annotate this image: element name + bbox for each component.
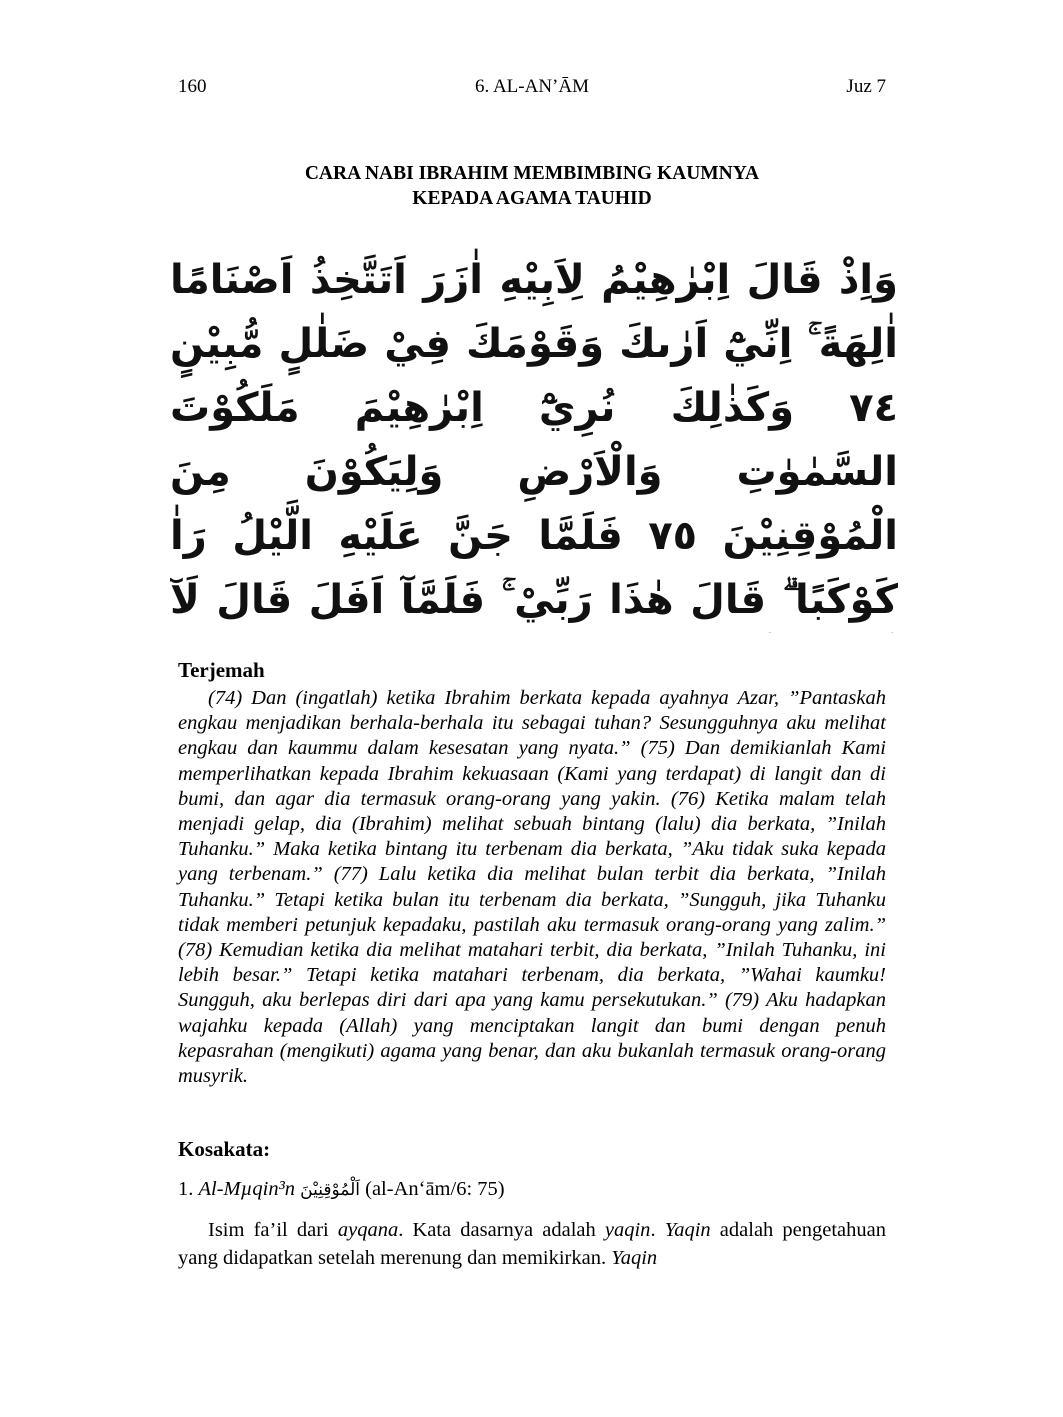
vocab-item-1: [178, 1176, 886, 1203]
explanation-term: yaqin: [604, 1219, 651, 1241]
arabic-verses: وَاِذْ قَالَ اِبْرٰهِيْمُ لِاَبِيْهِ اٰزَرَ اَتَتَّخِذُ اَصْنَامًا اٰلِهَةً ۚ اِنِّيْٓ اَرٰىكَ وَقَوْمَكَ فِيْ ضَلٰلٍ مُّبِيْنٍ ٧٤ وَكَذٰلِكَ نُرِيْٓ اِبْرٰهِيْمَ مَلَكُوْتَ السَّمٰوٰتِ وَالْاَرْضِ وَلِيَكُوْنَ مِنَ الْمُوْقِنِيْنَ ٧٥ فَلَمَّا جَنَّ عَلَيْهِ الَّيْلُ رَاٰ كَوْكَبًا ۗ قَالَ هٰذَا رَبِّيْ ۚ فَلَمَّآ اَفَلَ قَالَ لَآ: [170, 257, 898, 623]
explanation-text: . Kata dasarnya adalah: [398, 1219, 605, 1241]
page-number: 160: [178, 76, 207, 97]
page-title: [178, 161, 886, 211]
explanation-term: Yaqin: [611, 1247, 658, 1269]
kosakata-heading: Kosakata:: [178, 1137, 271, 1161]
translation-text: (74) Dan (ingatlah) ketika Ibrahim berkata kepada ayahnya Azar, ”Pantaskah engkau menjadikan berhala-berhala itu sebagai tuhan? Sesungguhnya aku melihat engkau dan kaummu dalam kesesatan yang nyata.” (75) Dan demikianlah Kami memperlihatkan kepada Ibrahim kekuasaan (Kami yang terdapat) di langit dan di bumi, dan agar dia termasuk orang-orang yang yakin. (76) Ketika malam telah menjadi gelap, dia (Ibrahim) melihat sebuah bintang (lalu) dia berkata, ”Inilah Tuhanku.” Maka ketika bintang itu terbenam dia berkata, ”Aku tidak suka kepada yang terbenam.” (77) Lalu ketika dia melihat bulan terbit dia berkata, ”Inilah Tuhanku.” Tetapi ketika bulan itu terbenam dia berkata, ”Sungguh, jika Tuhanku tidak memberi petunjuk kepadaku, pastilah aku termasuk orang-orang yang zalim.” (78) Kemudian ketika dia melihat matahari terbit, dia berkata, ”Inilah Tuhanku, ini lebih besar.” Tetapi ketika matahari terbenam, dia berkata, ”Wahai kaumku! Sungguh, aku berlepas diri dari apa yang kamu persekutukan.” (79) Aku hadapkan wajahku kepada (Allah) yang menciptakan langit dan bumi dengan penuh kepasrahan (mengikuti) agama yang benar, dan aku bukanlah termasuk orang-orang musyrik.: [178, 687, 886, 1088]
explanation-text: adalah pengetahuan yang didapatkan setelah merenung dan memikirkan.: [178, 1219, 887, 1269]
vocab-term: Al-Mµqin³n: [198, 1178, 296, 1200]
explanation-text: Isim fa’il dari: [208, 1219, 338, 1241]
vocab-reference: (al-An‘ām/6: 75): [365, 1178, 505, 1200]
title-line-2: KEPADA AGAMA TAUHID: [412, 188, 652, 209]
vocab-arabic: اَلْمُوْقِنِيْنَ: [300, 1180, 360, 1200]
title-line-1: CARA NABI IBRAHIM MEMBIMBING KAUMNYA: [304, 163, 760, 184]
vocab-explanation: [178, 1216, 886, 1272]
running-header: [178, 76, 886, 102]
explanation-term: Yaqin: [664, 1219, 711, 1241]
terjemah-heading: Terjemah: [178, 658, 265, 682]
juz-label: Juz 7: [846, 76, 886, 97]
surah-name: 6. AL-AN’ĀM: [475, 76, 589, 97]
vocab-number: 1.: [178, 1178, 194, 1200]
explanation-text: .: [650, 1219, 665, 1241]
explanation-term: ayqana: [337, 1219, 399, 1241]
